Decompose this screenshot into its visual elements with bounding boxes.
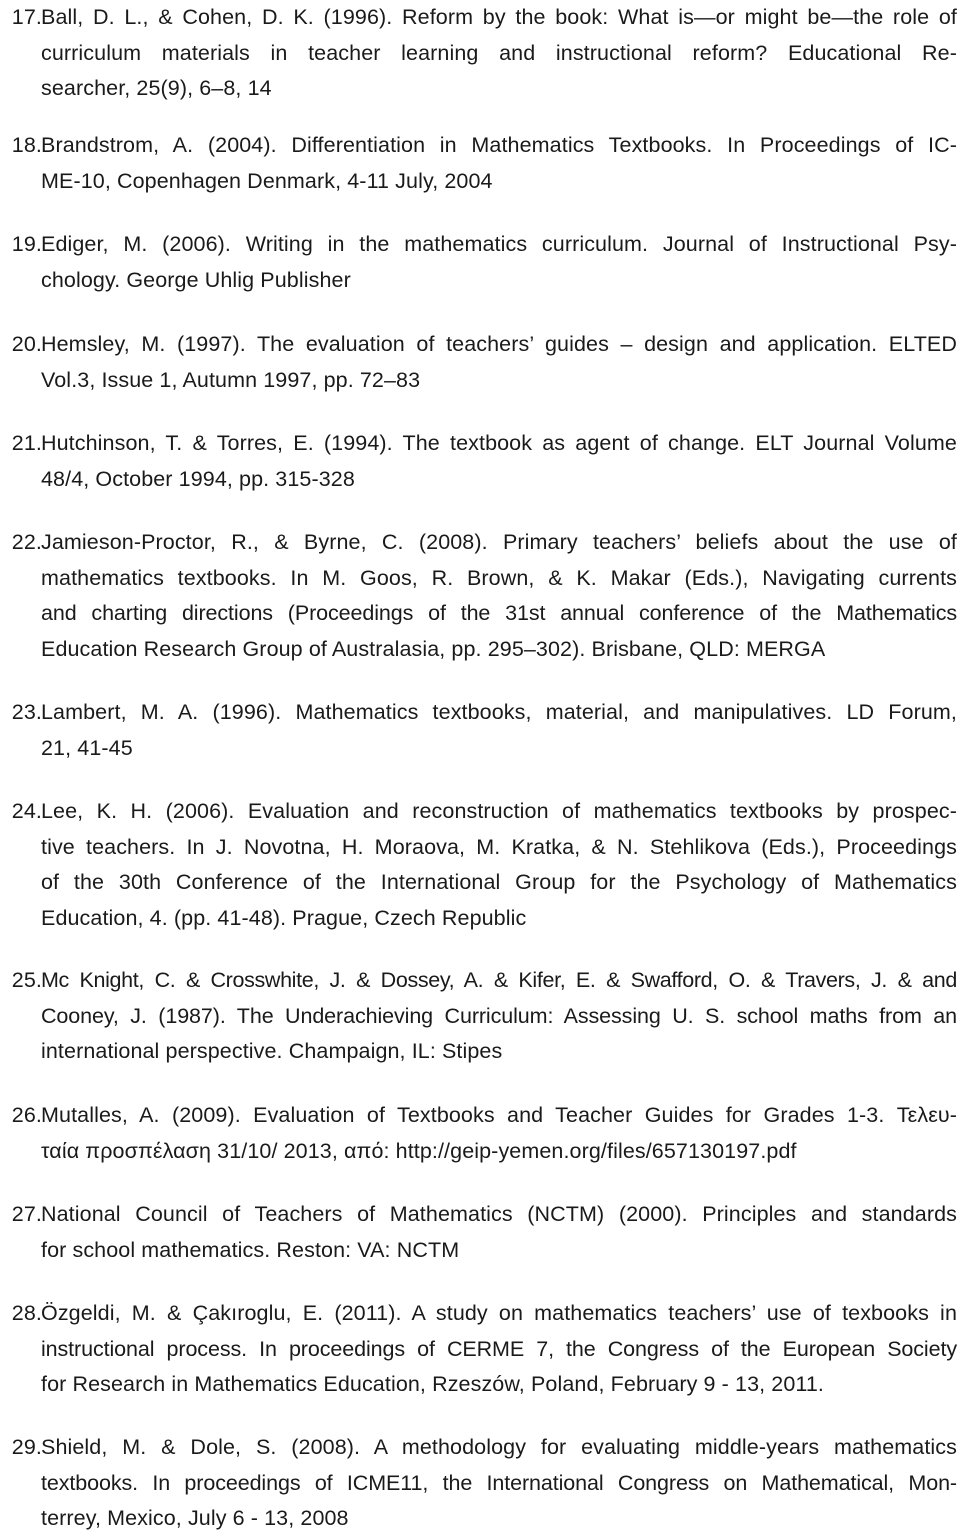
reference-line: 21, 41-45	[41, 735, 133, 760]
reference-line: Brandstrom, A. (2004). Differentiation in Mathematics Textbooks. In Proceedings of IC-	[41, 133, 957, 157]
reference-line: searcher, 25(9), 6–8, 14	[41, 76, 272, 100]
reference-line: mathematics textbooks. In M. Goos, R. Brown, & K. Makar (Eds.), Navigating currents	[41, 565, 957, 590]
reference-line: for Research in Mathematics Education, Rzeszów, Poland, February 9 - 13, 2011.	[41, 1372, 824, 1396]
reference-text	[41, 1296, 957, 1403]
reference-text	[41, 128, 957, 199]
reference-number: 18.	[11, 133, 42, 157]
reference-line: Lambert, M. A. (1996). Mathematics textbooks, material, and manipulatives. LD Forum,	[41, 700, 957, 724]
reference-number: 29.	[11, 1435, 42, 1459]
reference-number: 26.	[11, 1103, 42, 1127]
reference-number: 22.	[11, 530, 42, 554]
reference-number: 17.	[11, 5, 42, 29]
reference-line: Mc Knight, C. & Crosswhite, J. & Dossey, A. & Kifer, E. & Swafford, O. & Travers, J. & and	[41, 968, 957, 992]
reference-line: Ball, D. L., & Cohen, D. K. (1996). Reform by the book: What is—or might be—the role of	[41, 5, 957, 29]
reference-text	[41, 1197, 957, 1268]
reference-line: Hemsley, M. (1997). The evaluation of teachers’ guides – design and application. ELTED	[41, 332, 957, 356]
reference-line: textbooks. In proceedings of ICME11, the International Congress on Mathematical, Mon-	[41, 1470, 957, 1495]
reference-text	[41, 426, 957, 497]
reference-text	[41, 1430, 957, 1537]
reference-text	[41, 0, 957, 107]
reference-line: Özgeldi, M. & Çakıroglu, E. (2011). A study on mathematics teachers’ use of texbooks in	[41, 1301, 957, 1325]
reference-text	[41, 963, 957, 1070]
reference-line: instructional process. In proceedings of CERME 7, the Congress of the European Society	[41, 1336, 957, 1361]
reference-line: tive teachers. In J. Novotna, H. Moraova, M. Kratka, & N. Stehlikova (Eds.), Proceedings	[41, 834, 957, 859]
reference-text	[41, 227, 957, 298]
reference-line: and charting directions (Proceedings of the 31st annual conference of the Mathematics	[41, 601, 957, 625]
reference-line: international perspective. Champaign, IL: Stipes	[41, 1039, 503, 1063]
reference-number: 24.	[11, 799, 42, 823]
reference-line: of the 30th Conference of the International Group for the Psychology of Mathematics	[41, 870, 957, 894]
reference-line: Lee, K. H. (2006). Evaluation and reconstruction of mathematics textbooks by prospec-	[41, 799, 957, 823]
reference-line: Shield, M. & Dole, S. (2008). A methodology for evaluating middle-years mathematics	[41, 1435, 957, 1459]
reference-line: National Council of Teachers of Mathematics (NCTM) (2000). Principles and standards	[41, 1202, 957, 1226]
reference-line: terrey, Mexico, July 6 - 13, 2008	[41, 1506, 349, 1530]
reference-number: 27.	[11, 1202, 42, 1226]
reference-line: Mutalles, A. (2009). Evaluation of Textbooks and Teacher Guides for Grades 1-3. Τελευ-	[41, 1103, 957, 1127]
reference-line: Education Research Group of Australasia, pp. 295–302). Brisbane, QLD: MERGA	[41, 636, 826, 661]
reference-text	[41, 1098, 957, 1169]
reference-line: Education, 4. (pp. 41-48). Prague, Czech Republic	[41, 905, 527, 930]
reference-line: for school mathematics. Reston: VA: NCTM	[41, 1237, 460, 1262]
reference-number: 20.	[11, 332, 42, 356]
reference-line: ME-10, Copenhagen Denmark, 4-11 July, 2004	[41, 168, 493, 193]
reference-text	[41, 794, 957, 936]
reference-line: curriculum materials in teacher learning and instructional reform? Educational Re-	[41, 40, 957, 65]
reference-line: Jamieson-Proctor, R., & Byrne, C. (2008). Primary teachers’ beliefs about the use of	[41, 530, 957, 554]
reference-line: ταία προσπέλαση 31/10/ 2013, από: http://geip-yemen.org/files/657130197.pdf	[41, 1138, 797, 1163]
reference-number: 19.	[11, 232, 42, 256]
reference-line: Cooney, J. (1987). The Underachieving Curriculum: Assessing U. S. school maths from an	[41, 1003, 957, 1028]
reference-line: 48/4, October 1994, pp. 315-328	[41, 466, 355, 491]
reference-text	[41, 695, 957, 766]
reference-number: 21.	[11, 431, 42, 455]
reference-text	[41, 327, 957, 398]
reference-line: Vol.3, Issue 1, Autumn 1997, pp. 72–83	[41, 367, 421, 392]
reference-line: chology. George Uhlig Publisher	[41, 267, 351, 292]
reference-number: 23.	[11, 700, 42, 724]
reference-line: Hutchinson, T. & Torres, E. (1994). The textbook as agent of change. ELT Journal Volume	[41, 431, 957, 455]
reference-number: 25.	[11, 968, 42, 992]
reference-text	[41, 525, 957, 667]
reference-number: 28.	[11, 1301, 42, 1325]
reference-line: Ediger, M. (2006). Writing in the mathematics curriculum. Journal of Instructional Psy-	[41, 232, 957, 256]
